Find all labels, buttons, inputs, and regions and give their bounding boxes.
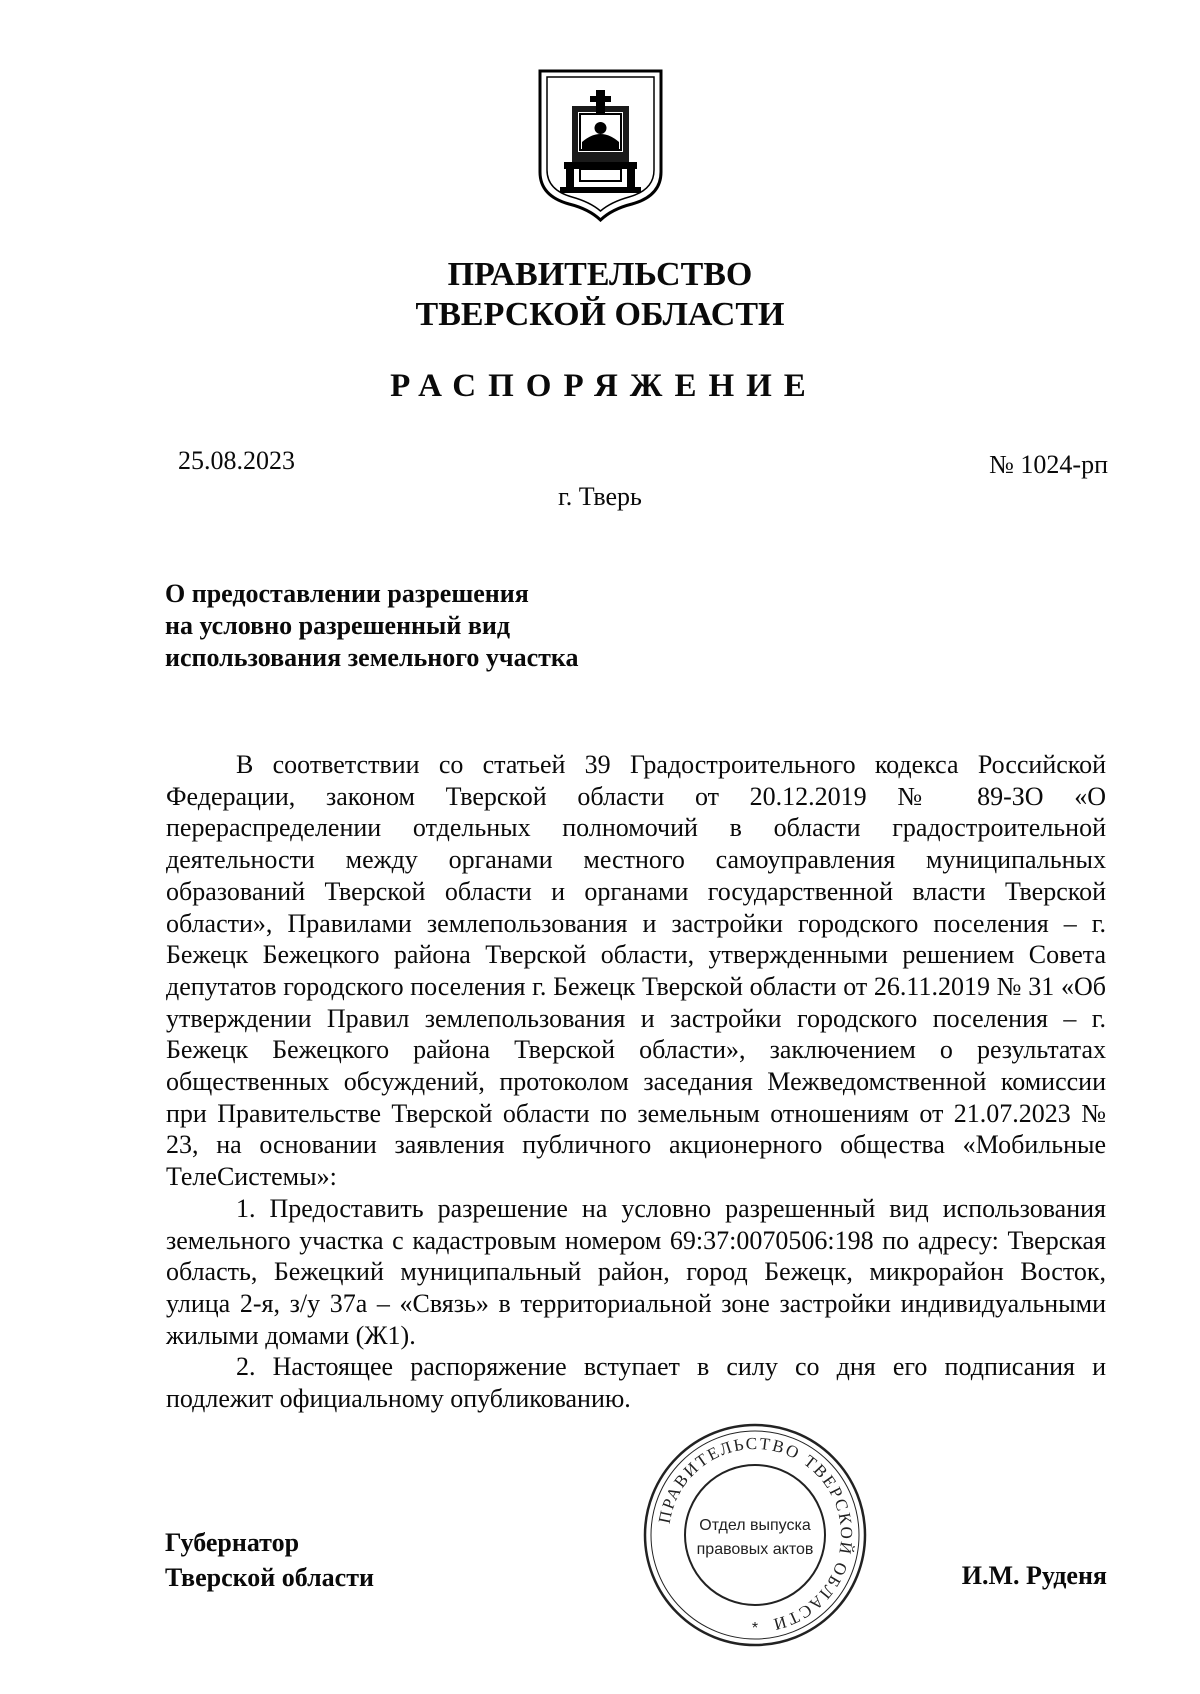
subject-line: О предоставлении разрешения (165, 579, 529, 608)
document-city: г. Тверь (558, 482, 642, 511)
stamp-center-line: правовых актов (696, 1541, 814, 1558)
document-number: № 1024-рп (989, 450, 1108, 479)
official-stamp (640, 1420, 870, 1650)
item-paragraph: 2. Настоящее распоряжение вступает в силу со дня его подписания и подлежит официальному опубликованию. (166, 1352, 1106, 1414)
stamp-star: * (751, 1620, 759, 1637)
signatory-position-line: Тверской области (165, 1563, 374, 1592)
organization-name-line1: ПРАВИТЕЛЬСТВО (447, 256, 753, 293)
signatory-position (165, 1525, 374, 1595)
subject-line: на условно разрешенный вид (165, 611, 510, 640)
coat-of-arms-icon (536, 68, 665, 222)
stamp-center-line: Отдел выпуска (699, 1517, 811, 1534)
signatory-position-line: Губернатор (165, 1528, 300, 1557)
item-paragraph: 1. Предоставить разрешение на условно разрешенный вид использования земельного участка с кадастровым номером 69:37:0070506:198 по адресу: Тверская область, Бежецкий муниципальный район, город Бежецк, микрорайон Восток, улица 2-я, з/у 37а – «Связь» в территориальной зоне застройки индивидуальными жилыми домами (Ж1). (166, 1193, 1106, 1350)
preamble-paragraph: В соответствии со статьей 39 Градостроительного кодекса Российской Федерации, законом Тверской области от 20.12.2019 № 89-ЗО «О перераспределении отдельных полномочий в области градостроительной деятельности между органами местного самоуправления муниципальных образований Тверской области и органами государственной власти Тверской области», Правилами землепользования и застройки городского поселения – г. Бежецк Бежецкого района Тверской области, утвержденными решением Совета депутатов городского поселения г. Бежецк Тверской области от 26.11.2019 № 31 «Об утверждении Правил землепользования и застройки городского поселения – г. Бежецк Бежецкого района Тверской области», заключением о результатах общественных обсуждений, протоколом заседания Межведомственной комиссии при Правительстве Тверской области по земельным отношениям от 21.07.2023 № 23, на основании заявления публичного акционерного общества «Мобильные ТелеСистемы»: (166, 750, 1106, 1192)
signatory-name: И.М. Руденя (961, 1561, 1107, 1590)
document-type: РАСПОРЯЖЕНИЕ (390, 368, 818, 404)
subject-line: использования земельного участка (165, 643, 579, 672)
document-date: 25.08.2023 (178, 446, 295, 475)
document-body (166, 749, 1106, 1415)
stamp-ring-text: ПРАВИТЕЛЬСТВО ТВЕРСКОЙ ОБЛАСТИ (654, 1433, 857, 1635)
document-subject (165, 578, 765, 674)
organization-name-line2: ТВЕРСКОЙ ОБЛАСТИ (415, 296, 785, 333)
